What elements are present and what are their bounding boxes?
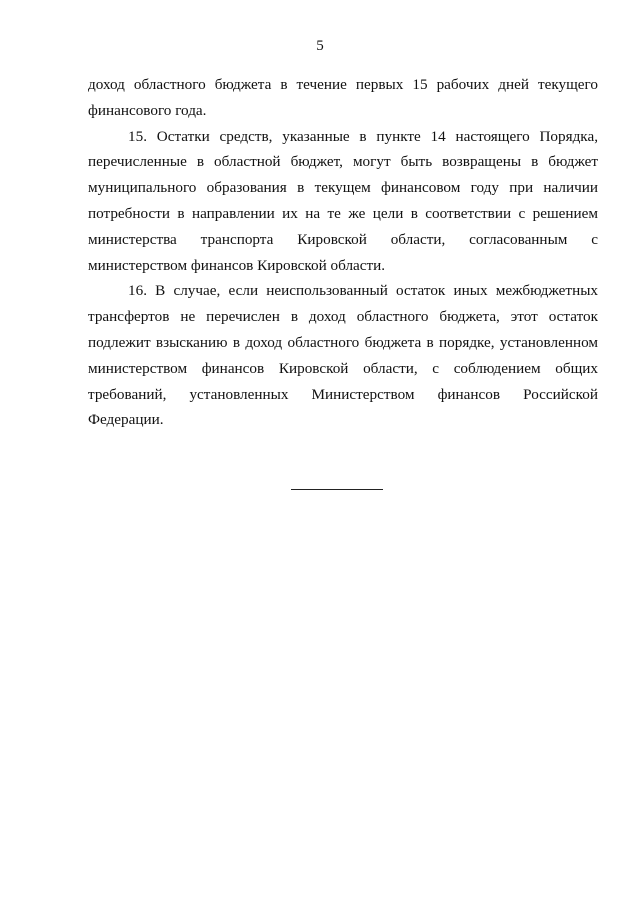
page-number: 5 [316, 38, 324, 54]
document-body [88, 72, 598, 433]
paragraph-16: 16. В случае, если неиспользованный остаток иных межбюджетных трансфертов не перечислен в доход областного бюджета, этот остаток подлежит взысканию в доход областного бюджета в порядке, установленном министерством финансов Кировской области, с соблюдением общих требований, установленных Министерством финансов Российской Федерации. [88, 282, 598, 429]
end-of-document-rule [291, 489, 383, 490]
paragraph-15: 15. Остатки средств, указанные в пункте 14 настоящего Порядка, перечисленные в областной бюджет, могут быть возвращены в бюджет муниципального образования в текущем финансовом году при наличии потребности в направлении их на те же цели в соответствии с решением министерства транспорта Кировской области, согласованным с министерством финансов Кировской области. [88, 127, 598, 274]
paragraph-continuation: доход областного бюджета в течение первых 15 рабочих дней текущего финансового года. [88, 76, 598, 119]
